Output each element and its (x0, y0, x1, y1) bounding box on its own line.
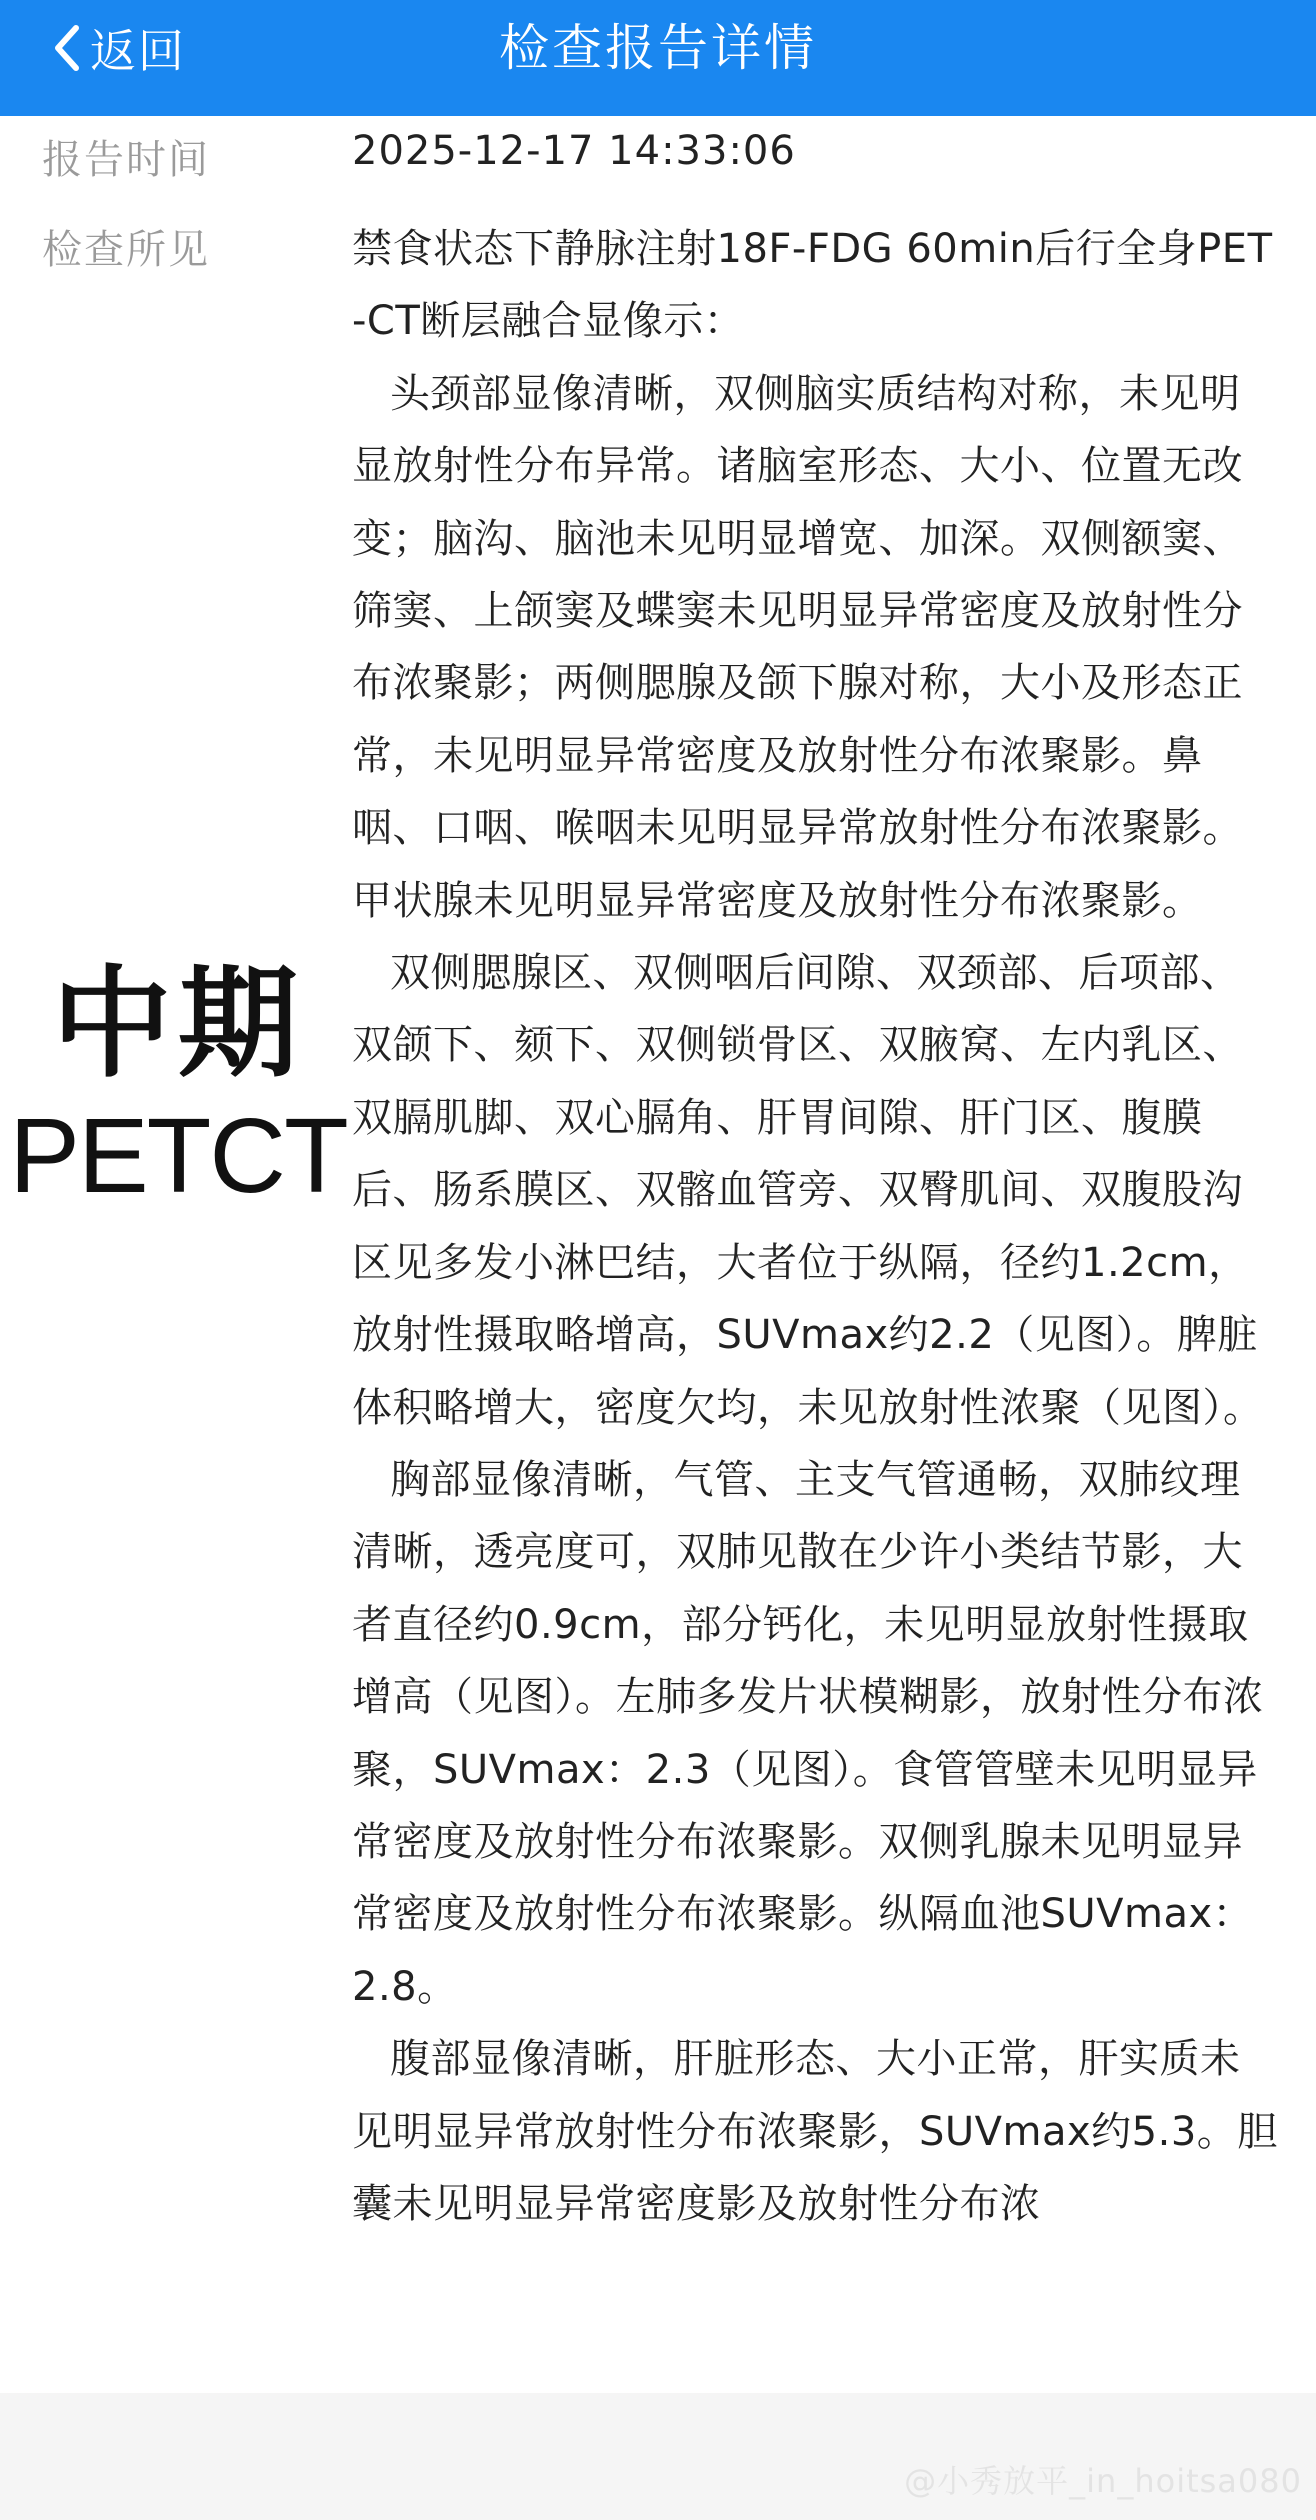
findings-paragraph: 胸部显像清晰，气管、主支气管通畅，双肺纹理清晰，透亮度可，双肺见散在少许小类结节影，大者直径约0.9cm，部分钙化，未见明显放射性摄取增高（见图）。左肺多发片状模糊影，放射性分布浓聚，SUVmax：2.3（见图）。食管管壁未见明显异常密度及放射性分布浓聚影。双侧乳腺未见明显异常密度及放射性分布浓聚影。纵隔血池SUVmax：2.8。 (352, 1456, 1264, 2010)
findings-paragraph: 头颈部显像清晰，双侧脑实质结构对称，未见明显放射性分布异常。诸脑室形态、大小、位置无改变；脑沟、脑池未见明显增宽、加深。双侧额窦、筛窦、上颌窦及蝶窦未见明显异常密度及放射性分布浓聚影；两侧腮腺及颌下腺对称，大小及形态正常，未见明显异常密度及放射性分布浓聚影。鼻咽、口咽、喉咽未见明显异常放射性分布浓聚影。甲状腺未见明显异常密度及放射性分布浓聚影。 (352, 370, 1243, 924)
page-title: 检查报告详情 (499, 19, 817, 77)
report-time-value: 2025-12-17 14:33:06 (352, 128, 796, 174)
bottom-fade-area (0, 2393, 1316, 2520)
findings-paragraph: 腹部显像清晰，肝脏形态、大小正常，肝实质未见明显异常放射性分布浓聚影，SUVmax约5.3。胆囊未见明显异常密度影及放射性分布浓 (352, 2036, 1278, 2227)
back-label: 返回 (90, 24, 186, 78)
findings-paragraph: 双侧腮腺区、双侧咽后间隙、双颈部、后项部、双颌下、颏下、双侧锁骨区、双腋窝、左内乳区、双膈肌脚、双心膈角、肝胃间隙、肝门区、腹膜后、肠系膜区、双髂血管旁、双臀肌间、双腹股沟区见多发小淋巴结，大者位于纵隔，径约1.2cm，放射性摄取略增高，SUVmax约2.2（见图）。脾脏体积略增大，密度欠均，未见放射性浓聚（见图）。 (352, 950, 1264, 1431)
overlay-line-2: PETCT (9, 1097, 347, 1215)
top-nav-bar (0, 0, 1316, 116)
overlay-annotation (0, 950, 356, 1216)
report-time-label: 报告时间 (42, 137, 210, 183)
watermark: @小秀放平_in_hoitsa080 (904, 2462, 1302, 2500)
overlay-line-1: 中期 (52, 955, 304, 1094)
findings-text (352, 213, 1278, 2240)
findings-label: 检查所见 (42, 227, 210, 273)
findings-paragraph: 禁食状态下静脉注射18F-FDG 60min后行全身PET-CT断层融合显像示： (352, 226, 1273, 345)
